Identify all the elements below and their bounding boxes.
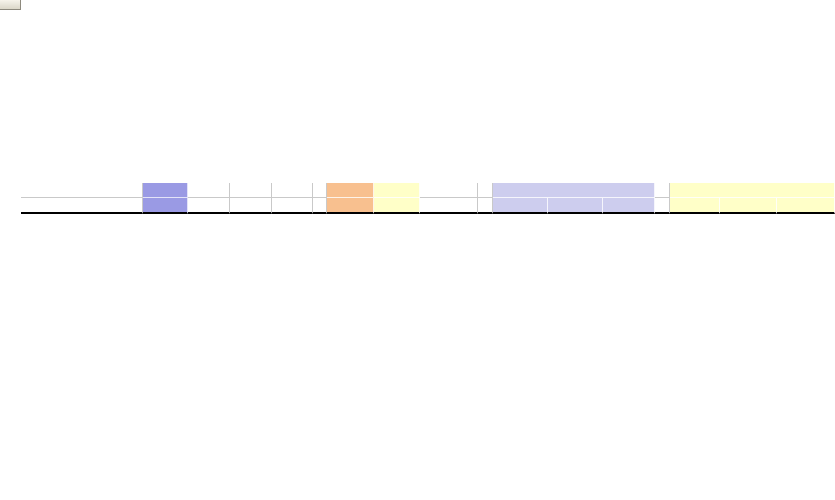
column-header-trend-mid[interactable]: [374, 198, 420, 214]
cell-rule-1[interactable]: [22, 86, 27, 102]
cell-E11[interactable]: [272, 183, 313, 198]
column-header-close[interactable]: [143, 198, 188, 214]
group-header-long-ifo[interactable]: [493, 183, 655, 198]
cell-rule-2[interactable]: [22, 102, 27, 118]
cell-K12[interactable]: [478, 198, 493, 214]
cell-F12[interactable]: [313, 198, 327, 214]
cell-A11[interactable]: [21, 183, 143, 198]
cell-D11[interactable]: [230, 183, 272, 198]
cell-rules-heading[interactable]: [22, 53, 27, 69]
column-header-date[interactable]: [21, 198, 143, 214]
cell-B11[interactable]: [143, 183, 188, 198]
column-header-reverse[interactable]: [420, 198, 478, 214]
column-header-long-entry[interactable]: [493, 198, 548, 214]
column-header-long-stop[interactable]: [603, 198, 655, 214]
sheet-top-area: [21, 10, 835, 183]
group-header-short-ifo[interactable]: [670, 183, 835, 198]
cell-F11[interactable]: [313, 183, 327, 198]
column-header-open[interactable]: [188, 198, 230, 214]
column-header-high[interactable]: [230, 198, 272, 214]
cell-title[interactable]: [22, 13, 27, 37]
column-header-short-entry[interactable]: [670, 198, 720, 214]
column-header-long-profit[interactable]: [548, 198, 603, 214]
group-header-reverse[interactable]: [420, 183, 478, 198]
column-header-short-stop[interactable]: [777, 198, 835, 214]
cell-K11[interactable]: [478, 183, 493, 198]
select-all-corner[interactable]: [0, 0, 21, 10]
group-header-trend-mid[interactable]: [374, 183, 420, 198]
cell-O11[interactable]: [655, 183, 670, 198]
table-group-header-row: [21, 183, 835, 198]
table-header-row: [21, 198, 835, 214]
column-header-low[interactable]: [272, 198, 313, 214]
cell-instrument[interactable]: [22, 69, 27, 85]
column-header-trend-main[interactable]: [327, 198, 374, 214]
column-header-short-profit[interactable]: [720, 198, 777, 214]
group-header-trend-main[interactable]: [327, 183, 374, 198]
cell-C11[interactable]: [188, 183, 230, 198]
cell-O12[interactable]: [655, 198, 670, 214]
